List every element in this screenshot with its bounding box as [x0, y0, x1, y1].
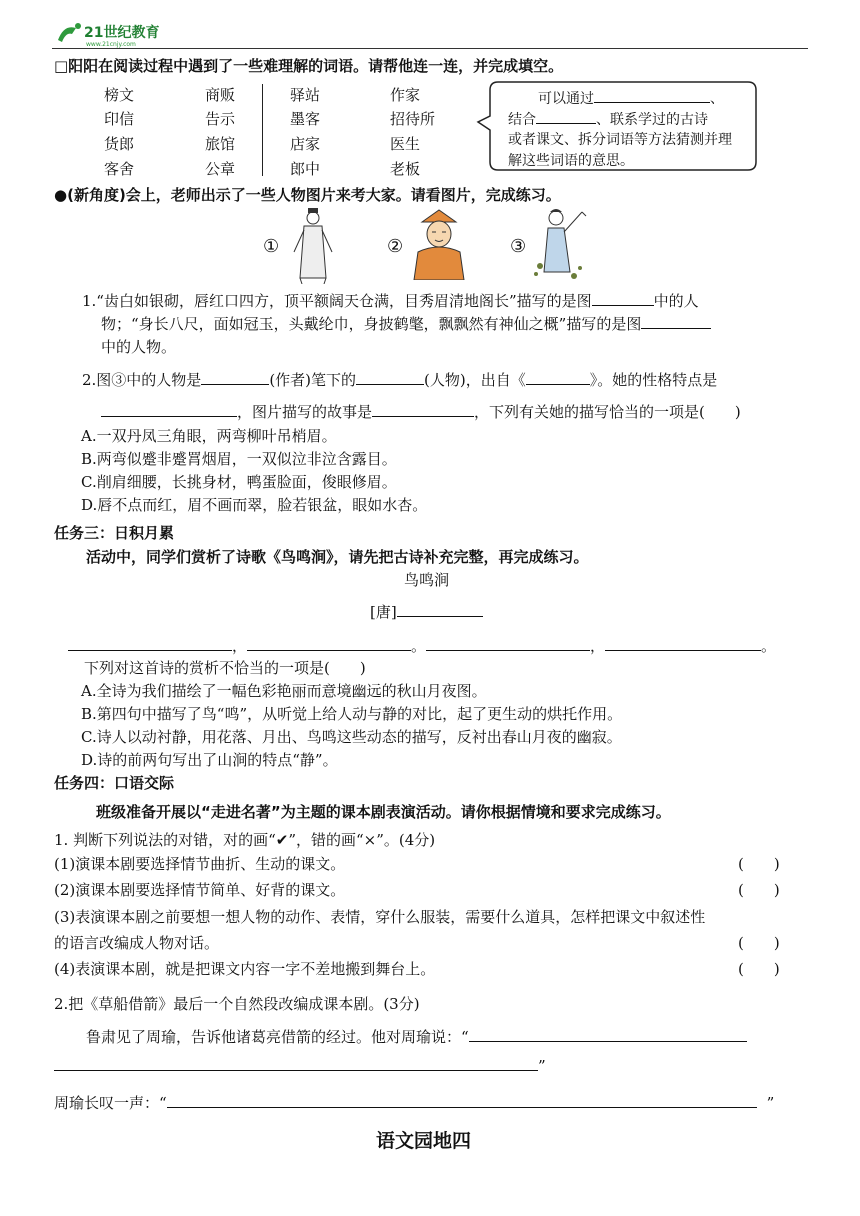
word: 榜文 [104, 86, 135, 104]
word: 告示 [205, 110, 236, 128]
q2-item2-line2: ，图片描写的故事是 ，下列有关她的描写恰当的一项是( ) [101, 401, 741, 422]
task3-prompt: 活动中，同学们赏析了诗歌《鸟鸣涧》，请先把古诗补充完整，再完成练习。 [86, 548, 589, 566]
task3-title: 任务三：日积月累 [54, 524, 175, 542]
q2-item2-line1: 2.图③中的人物是 (作者)笔下的 (人物)，出自《 》。她的性格特点是 [82, 371, 718, 389]
q2-prompt: ●(新角度)会上，老师出示了一些人物图片来考大家。请看图片，完成练习。 [54, 186, 561, 204]
word: 印信 [104, 110, 135, 128]
task4-q2: 2.把《草船借箭》最后一个自然段改编成课本剧。(3分) [54, 995, 420, 1013]
answer-line-3: 周瑜长叹一声：“ ” [54, 1094, 775, 1112]
q2-item1-line2: 物；“身长八尺，面如冠玉，头戴纶巾，身披鹤氅，飘飘然有神仙之概”描写的是图 [101, 313, 711, 334]
answer-blank[interactable] [641, 314, 711, 329]
logo [54, 20, 174, 48]
figure-2-illustration [410, 208, 468, 280]
option: B.第四句中描写了鸟“鸣”，从听觉上给人动与静的对比，起了更生动的烘托作用。 [81, 705, 623, 723]
judge-item: (1)演课本剧要选择情节曲折、生动的课文。 [54, 855, 346, 873]
option: C.诗人以动衬静，用花落、月出、鸟鸣这些动态的描写，反衬出春山月夜的幽寂。 [81, 728, 622, 746]
option: D.唇不点而红，眉不画而翠，脸若银盆，眼如水杏。 [81, 496, 428, 514]
word: 招待所 [390, 110, 436, 128]
word: 驿站 [290, 86, 321, 104]
bubble-line-1: 可以通过 、 [538, 88, 724, 110]
task3-question: 下列对这首诗的赏析不恰当的一项是( ) [84, 659, 366, 677]
figure-3-illustration [528, 206, 590, 282]
q2-item1-line3: 中的人物。 [101, 338, 177, 356]
answer-line-1: 鲁肃见了周瑜，告诉他诸葛亮借箭的经过。他对周瑜说：“ [86, 1026, 747, 1047]
q1-prompt: □阳阳在阅读过程中遇到了一些难理解的词语。请帮他连一连，并完成填空。 [54, 57, 564, 75]
judge-paren[interactable]: ( ) [738, 881, 780, 899]
answer-blank[interactable] [167, 1093, 757, 1108]
answer-blank[interactable] [101, 402, 237, 417]
option: D.诗的前两句写出了山涧的特点“静”。 [81, 751, 338, 769]
judge-paren[interactable]: ( ) [738, 960, 780, 978]
word: 公章 [205, 160, 236, 178]
judge-item: (4)表演课本剧，就是把课文内容一字不差地搬到舞台上。 [54, 960, 436, 978]
option: C.削肩细腰，长挑身材，鸭蛋脸面，俊眼修眉。 [81, 473, 397, 491]
section-footer-title: 语文园地四 [376, 1130, 472, 1152]
poem-title: 鸟鸣涧 [404, 571, 450, 589]
poem-lines: ， 。 ， 。 [68, 635, 776, 656]
option: A.全诗为我们描绘了一幅色彩艳丽而意境幽远的秋山月夜图。 [81, 682, 487, 700]
word: 店家 [290, 135, 321, 153]
word: 郎中 [290, 160, 321, 178]
bubble-line-2: 结合 、联系学过的古诗 [508, 109, 708, 131]
judge-paren[interactable]: ( ) [738, 855, 780, 873]
answer-blank[interactable] [397, 602, 483, 617]
word: 旅馆 [205, 135, 236, 153]
answer-blank[interactable] [201, 370, 269, 385]
task4-title: 任务四：口语交际 [54, 774, 175, 792]
figure-1-illustration [290, 208, 336, 284]
word: 商贩 [205, 86, 236, 104]
column-divider [262, 84, 263, 176]
answer-blank[interactable] [594, 88, 710, 103]
svg-text:www.21cnjy.com: www.21cnjy.com [86, 41, 136, 48]
figure-label: ② [387, 236, 404, 257]
word: 作家 [390, 86, 421, 104]
answer-blank[interactable] [247, 636, 411, 651]
judge-item: (2)演课本剧要选择情节简单、好背的课文。 [54, 881, 346, 899]
answer-blank[interactable] [426, 636, 590, 651]
word: 老板 [390, 160, 421, 178]
answer-blank[interactable] [592, 291, 654, 306]
answer-blank[interactable] [536, 109, 596, 124]
bubble-line-4: 解这些词语的意思。 [508, 153, 634, 169]
bubble-line-3: 或者课文、拆分词语等方法猜测并理 [508, 132, 732, 148]
q2-item1-line1: 1.“齿白如银砌，唇红口四方，顶平额阔天仓满，目秀眉清地阁长”描写的是图 中的人 [82, 292, 699, 310]
option: B.两弯似蹙非蹙罥烟眉，一双似泣非泣含露目。 [81, 450, 397, 468]
figure-label: ③ [510, 236, 527, 257]
answer-blank[interactable] [526, 370, 590, 385]
answer-blank[interactable] [68, 636, 232, 651]
word: 墨客 [290, 110, 321, 128]
poem-author-line: [唐] [370, 601, 483, 622]
judge-paren[interactable]: ( ) [738, 934, 780, 952]
answer-blank[interactable] [605, 636, 761, 651]
answer-blank[interactable] [372, 402, 474, 417]
word: 客舍 [104, 160, 135, 178]
word: 货郎 [104, 135, 135, 153]
answer-blank[interactable] [54, 1056, 538, 1071]
option: A.一双丹凤三角眼，两弯柳叶吊梢眉。 [81, 427, 337, 445]
word: 医生 [390, 135, 421, 153]
svg-text:21世纪教育: 21世纪教育 [84, 25, 160, 41]
task4-prompt: 班级准备开展以“走进名著”为主题的课本剧表演活动。请你根据情境和要求完成练习。 [96, 803, 671, 821]
judge-item: 的语言改编成人物对话。 [54, 934, 220, 952]
answer-blank[interactable] [356, 370, 424, 385]
figure-label: ① [263, 236, 280, 257]
header-rule [52, 48, 808, 49]
answer-line-2: ” [54, 1056, 546, 1075]
task4-q1: 1. 判断下列说法的对错，对的画“✔”，错的画“×”。(4分) [54, 831, 436, 849]
judge-item: (3)表演课本剧之前要想一想人物的动作、表情，穿什么服装，需要什么道具，怎样把课文中叙述性 [54, 908, 706, 926]
answer-blank[interactable] [469, 1027, 747, 1042]
